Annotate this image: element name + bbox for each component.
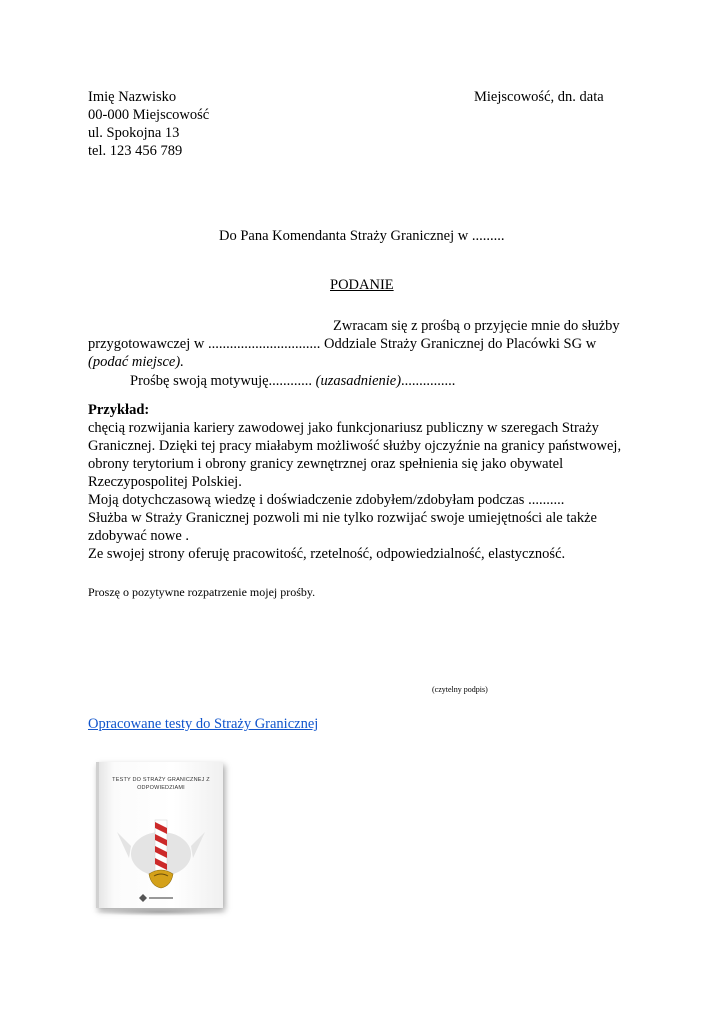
example-line: Rzeczypospolitej Polskiej. — [88, 474, 242, 490]
example-line: Granicznej. Dzięki tej pracy miałabym możliwość służby ojczyźnie na granicy państwowej, — [88, 438, 622, 454]
motivation-italic: (uzasadnienie) — [315, 373, 402, 389]
sender-block — [88, 88, 209, 160]
addressee: Do Pana Komendanta Straży Granicznej w ......... — [219, 228, 505, 244]
emblem-icon — [99, 762, 223, 908]
motivation-prefix: Prośbę swoją motywuję............ — [130, 373, 316, 389]
closing-sentence: Proszę o pozytywne rozpatrzenie mojej prośby. — [88, 585, 316, 599]
tests-link[interactable]: Opracowane testy do Straży Granicznej — [88, 716, 319, 732]
example-heading: Przykład: — [88, 402, 150, 418]
sender-postal: 00-000 Miejscowość — [88, 107, 210, 123]
signature-note: (czytelny podpis) — [432, 685, 488, 694]
request-line-3: (podać miejsce). — [88, 354, 184, 370]
example-line: Moją dotychczasową wiedzę i doświadczenie zdobyłem/zdobyłam podczas .......... — [88, 492, 565, 508]
book-shadow — [92, 908, 228, 916]
example-line: chęcią rozwijania kariery zawodowej jako funkcjonariusz publiczny w szeregach Straży — [88, 420, 599, 436]
example-line: zdobywać nowe . — [88, 528, 190, 544]
sender-phone: tel. 123 456 789 — [88, 143, 183, 159]
example-line: obrony terytorium i obrony granicy zewnętrznej oraz spełnienia się jako obywatel — [88, 456, 564, 472]
book-cover — [96, 762, 223, 908]
motivation-line — [130, 372, 455, 390]
request-line-2: przygotowawczej w ............................... Oddziale Straży Granicznej do Placówki SG w — [88, 336, 597, 352]
example-line: Ze swojej strony oferuję pracowitość, rzetelność, odpowiedzialność, elastyczność. — [88, 546, 566, 562]
request-line-1: Zwracam się z prośbą o przyjęcie mnie do służby — [333, 318, 620, 334]
example-line: Służba w Straży Granicznej pozwoli mi nie tylko rozwijać swoje umiejętności ale także — [88, 510, 597, 526]
example-text — [88, 419, 621, 563]
motivation-suffix: ............... — [401, 373, 456, 389]
sender-street: ul. Spokojna 13 — [88, 125, 180, 141]
place-date: Miejscowość, dn. data — [474, 89, 604, 105]
document-title: PODANIE — [330, 277, 394, 293]
book-cover-image — [88, 758, 230, 918]
book-cover-title: TESTY DO STRAŻY GRANICZNEJ Z ODPOWIEDZIAMI — [112, 777, 210, 791]
sender-name: Imię Nazwisko — [88, 89, 177, 105]
